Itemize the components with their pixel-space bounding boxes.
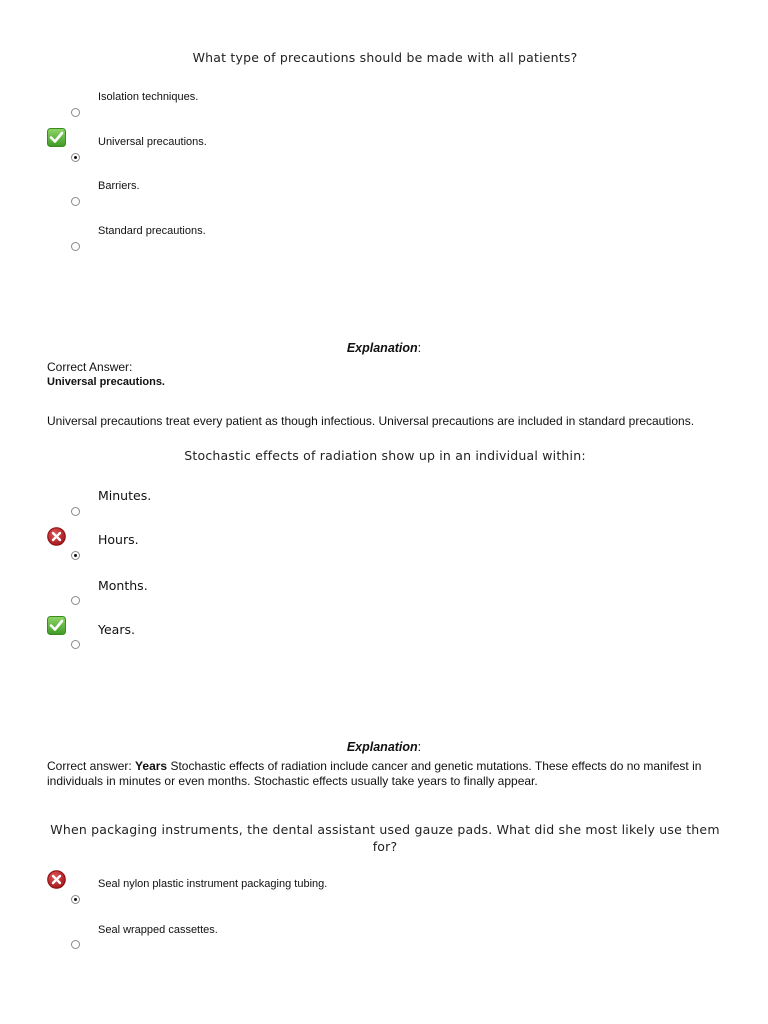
question-2-title: Stochastic effects of radiation show up in an individual within:	[184, 448, 586, 463]
q2-option-2-radio[interactable]	[71, 551, 80, 560]
q1-option-3-label: Barriers.	[98, 180, 140, 192]
q2-option-4-radio[interactable]	[71, 640, 80, 649]
check-icon	[47, 128, 66, 147]
q1-explanation-heading: Explanation:	[346, 341, 422, 355]
q2-explanation-text	[47, 759, 727, 789]
check-icon	[47, 616, 66, 635]
q2-explanation-heading: Explanation:	[346, 740, 422, 754]
question-3-title: When packaging instruments, the dental assistant used gauze pads. What did she most likely use them for?	[50, 822, 720, 854]
q1-option-1-label: Isolation techniques.	[98, 91, 199, 103]
q3-option-2-radio[interactable]	[71, 940, 80, 949]
q2-option-3-radio[interactable]	[71, 596, 80, 605]
q1-correct-answer-label: Correct Answer:	[47, 360, 133, 374]
q1-option-3-radio[interactable]	[71, 197, 80, 206]
q1-option-4-label: Standard precautions.	[98, 225, 206, 237]
q2-option-1-radio[interactable]	[71, 507, 80, 516]
q1-option-2-label: Universal precautions.	[98, 136, 207, 148]
q3-option-1-radio[interactable]	[71, 895, 80, 904]
q3-option-1-label: Seal nylon plastic instrument packaging tubing.	[98, 878, 328, 890]
q1-explanation-text: Universal precautions treat every patient as though infectious. Universal precautions are included in standard precautions.	[47, 414, 695, 428]
q2-correct-answer-value: Years	[135, 759, 168, 773]
q2-explanation-body: Stochastic effects of radiation include cancer and genetic mutations. These effects do no manifest in individuals in minutes or even months. Stochastic effects usually take years to finally appear.	[47, 759, 702, 788]
q2-correct-answer-prefix: Correct answer:	[47, 759, 132, 773]
q2-option-2-label: Hours.	[98, 532, 139, 547]
q2-option-4-label: Years.	[98, 622, 135, 637]
cross-icon	[47, 870, 66, 889]
q2-option-3-label: Months.	[98, 578, 148, 593]
q3-option-2-label: Seal wrapped cassettes.	[98, 924, 218, 936]
q1-option-2-radio[interactable]	[71, 153, 80, 162]
q1-option-1-radio[interactable]	[71, 108, 80, 117]
q1-correct-answer-value: Universal precautions.	[47, 376, 165, 388]
q1-option-4-radio[interactable]	[71, 242, 80, 251]
q2-option-1-label: Minutes.	[98, 488, 152, 503]
question-1-title: What type of precautions should be made with all patients?	[192, 50, 578, 65]
cross-icon	[47, 527, 66, 546]
